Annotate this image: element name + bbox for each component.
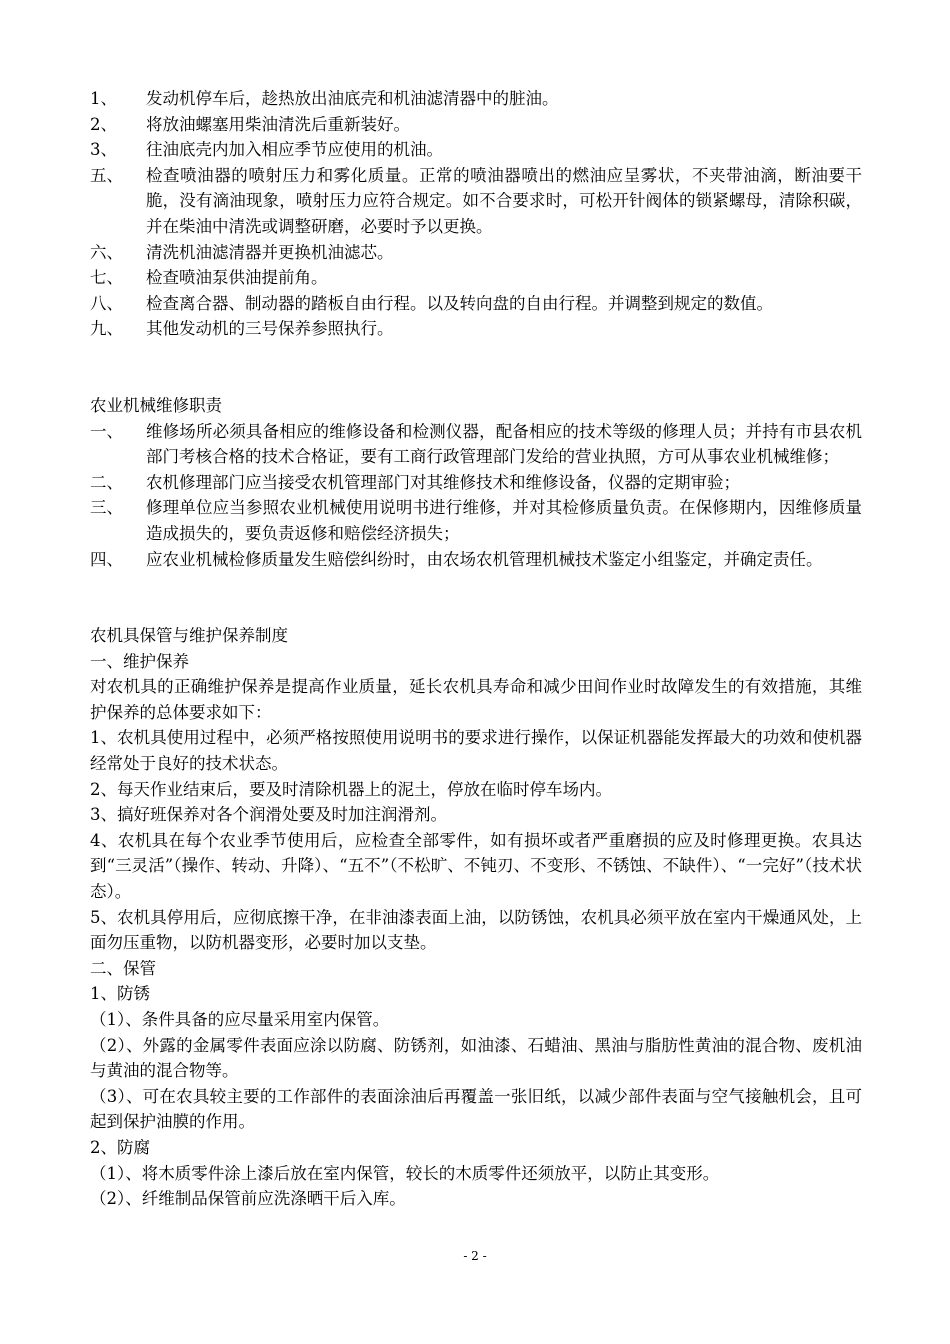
list-item-text: 应农业机械检修质量发生赔偿纠纷时，由农场农机管理机械技术鉴定小组鉴定，并确定责任。 — [146, 549, 823, 569]
list-item — [90, 495, 862, 546]
paragraph: 二、保管 — [90, 958, 156, 978]
paragraph: 4、农机具在每个农业季节使用后，应检查全部零件，如有损坏或者严重磨损的应及时修理更换。农具达到“三灵活”（操作、转动、升降）、“五不”（不松旷、不钝刃、不变形、不锈蚀、不缺件）、“一完好”（技术状态）。 — [90, 830, 862, 902]
list-item-text: 修理单位应当参照农业机械使用说明书进行维修，并对其检修质量负责。在保修期内，因维修质量造成损失的，要负责返修和赔偿经济损失； — [146, 498, 862, 543]
storage-maintenance-body — [90, 649, 862, 1212]
paragraph: （2）、纤维制品保管前应洗涤晒干后入库。 — [90, 1189, 406, 1209]
list-item-text: 其他发动机的三号保养参照执行。 — [146, 319, 394, 339]
list-item — [90, 547, 862, 573]
list-item-text: 发动机停车后，趁热放出油底壳和机油滤清器中的脏油。 — [146, 89, 559, 108]
section-title-repair-duties: 农业机械维修职责 — [90, 395, 222, 415]
paragraph: 1、防锈 — [90, 984, 150, 1004]
list-item-number: 二、 — [90, 472, 123, 492]
list-item — [90, 112, 862, 138]
paragraph: 2、每天作业结束后，要及时清除机器上的泥土，停放在临时停车场内。 — [90, 779, 612, 799]
list-item-text: 农机修理部门应当接受农机管理部门对其维修技术和维修设备，仪器的定期审验； — [146, 472, 740, 492]
list-item-text: 检查喷油泵供油提前角。 — [146, 268, 328, 288]
list-item — [90, 86, 862, 112]
list-item-text: 往油底壳内加入相应季节应使用的机油。 — [146, 140, 443, 160]
list-item-number: 五、 — [90, 165, 123, 185]
list-item-number: 2、 — [90, 114, 117, 134]
list-item-number: 1、 — [90, 89, 117, 108]
document-page — [90, 86, 862, 1212]
list-item-number: 一、 — [90, 421, 123, 441]
list-item — [90, 137, 862, 163]
list-item-text: 检查喷油器的喷射压力和雾化质量。正常的喷油器喷出的燃油应呈雾状，不夹带油滴，断油要干脆，没有滴油现象，喷射压力应符合规定。如不合要求时，可松开针阀体的锁紧螺母，清除积碳，并在柴油中清洗或调整研磨，必要时予以更换。 — [146, 165, 862, 236]
list-item-number: 3、 — [90, 140, 117, 160]
list-item — [90, 316, 862, 342]
list-item-text: 将放油螺塞用柴油清洗后重新装好。 — [146, 114, 410, 134]
repair-duties-list — [90, 419, 862, 573]
maintenance-steps-list — [90, 86, 862, 342]
list-item-text: 检查离合器、制动器的踏板自由行程。以及转向盘的自由行程。并调整到规定的数值。 — [146, 293, 773, 313]
page-number: - 2 - — [463, 1249, 487, 1263]
paragraph: 5、农机具停用后，应彻底擦干净，在非油漆表面上油，以防锈蚀，农机具必须平放在室内干燥通风处，上面勿压重物，以防机器变形，必要时加以支垫。 — [90, 907, 862, 953]
paragraph: （3）、可在农具较主要的工作部件的表面涂油后再覆盖一张旧纸，以减少部件表面与空气接触机会，且可起到保护油膜的作用。 — [90, 1086, 862, 1132]
paragraph: 一、维护保养 — [90, 651, 189, 671]
paragraph: 1、农机具使用过程中，必须严格按照使用说明书的要求进行操作，以保证机器能发挥最大的功效和使机器经常处于良好的技术状态。 — [90, 728, 862, 774]
paragraph: 对农机具的正确维护保养是提高作业质量，延长农机具寿命和减少田间作业时故障发生的有效措施，其维护保养的总体要求如下： — [90, 677, 862, 722]
list-item-number: 四、 — [90, 549, 123, 569]
list-item — [90, 265, 862, 291]
list-item — [90, 470, 862, 496]
paragraph: 2、防腐 — [90, 1137, 150, 1157]
list-item — [90, 291, 862, 317]
paragraph: （1）、条件具备的应尽量采用室内保管。 — [90, 1010, 390, 1029]
list-item-number: 八、 — [90, 293, 123, 313]
paragraph: （2）、外露的金属零件表面应涂以防腐、防锈剂，如油漆、石蜡油、黑油与脂肪性黄油的混合物、废机油与黄油的混合物等。 — [90, 1035, 862, 1081]
list-item-number: 三、 — [90, 498, 123, 518]
paragraph: （1）、将木质零件涂上漆后放在室内保管，较长的木质零件还须放平，以防止其变形。 — [90, 1163, 720, 1183]
list-item-number: 七、 — [90, 268, 123, 288]
list-item — [90, 163, 862, 240]
list-item-text: 维修场所必须具备相应的维修设备和检测仪器，配备相应的技术等级的修理人员；并持有市县农机部门考核合格的技术合格证，要有工商行政管理部门发给的营业执照，方可从事农业机械维修； — [146, 421, 862, 467]
list-item — [90, 240, 862, 266]
section-title-storage-maintenance: 农机具保管与维护保养制度 — [90, 626, 288, 646]
list-item-number: 九、 — [90, 319, 123, 339]
list-item-text: 清洗机油滤清器并更换机油滤芯。 — [146, 242, 394, 262]
list-item-number: 六、 — [90, 242, 123, 262]
list-item — [90, 419, 862, 470]
paragraph: 3、搞好班保养对各个润滑处要及时加注润滑剂。 — [90, 805, 447, 825]
